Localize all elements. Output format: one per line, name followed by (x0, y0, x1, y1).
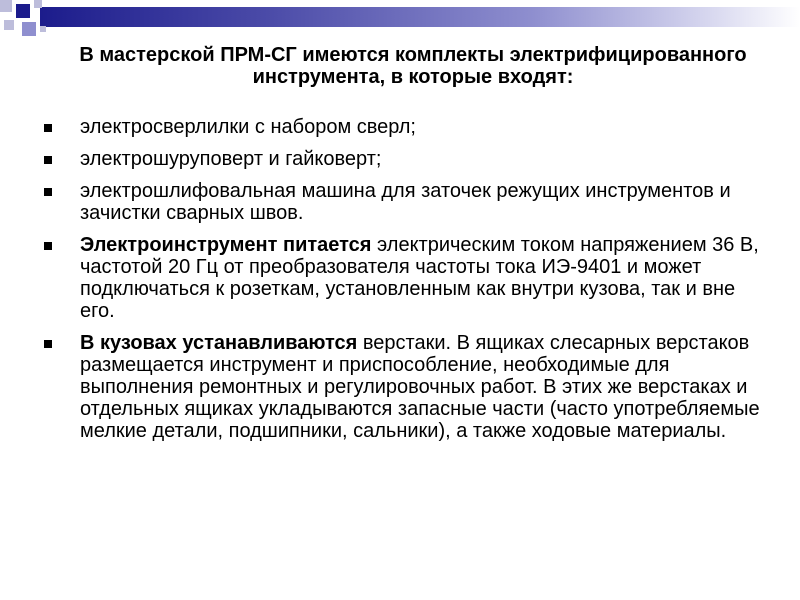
item-text: электросверлилки с набором сверл; (80, 116, 416, 138)
list-item (42, 234, 762, 322)
item-bold-lead: Электроинструмент питается (80, 234, 372, 256)
item-text: электрошлифовальная машина для заточек режущих инструментов и зачистки сварных швов. (80, 180, 731, 224)
decor-square (40, 26, 46, 32)
header-decoration (0, 0, 800, 36)
decor-square (4, 20, 14, 30)
list-item (42, 332, 762, 442)
item-text: электрическим током напряжением 36 В, частотой 20 Гц от преобразователя частоты тока ИЭ-9401 и может подключаться к розеткам, установленным как внутри кузова, так и вне его. (80, 234, 759, 322)
item-text: верстаки. В ящиках слесарных верстаков размещается инструмент и приспособление, необходимые для выполнения ремонтных и регулировочных работ. В этих же верстаках и отдельных ящиках укладываются запасные части (часто употребляемые мелкие детали, подшипники, сальники), а также ходовые материалы. (80, 332, 760, 442)
square-bullet-icon (44, 188, 52, 196)
decor-square (0, 0, 12, 12)
decor-square (16, 4, 30, 18)
decor-square (34, 0, 42, 8)
gradient-line (40, 7, 800, 27)
square-bullet-icon (44, 156, 52, 164)
list-item (42, 148, 762, 170)
square-bullet-icon (44, 340, 52, 348)
bullet-list (42, 116, 762, 452)
list-item (42, 180, 762, 224)
item-text: электрошуруповерт и гайковерт; (80, 148, 382, 170)
list-item (42, 116, 762, 138)
square-bullet-icon (44, 242, 52, 250)
item-bold-lead: В кузовах устанавливаются (80, 332, 358, 354)
decor-square (22, 22, 36, 36)
slide-title: В мастерской ПРМ-СГ имеются комплекты электрифицированного инструмента, в которые входят: (79, 44, 747, 88)
square-bullet-icon (44, 124, 52, 132)
